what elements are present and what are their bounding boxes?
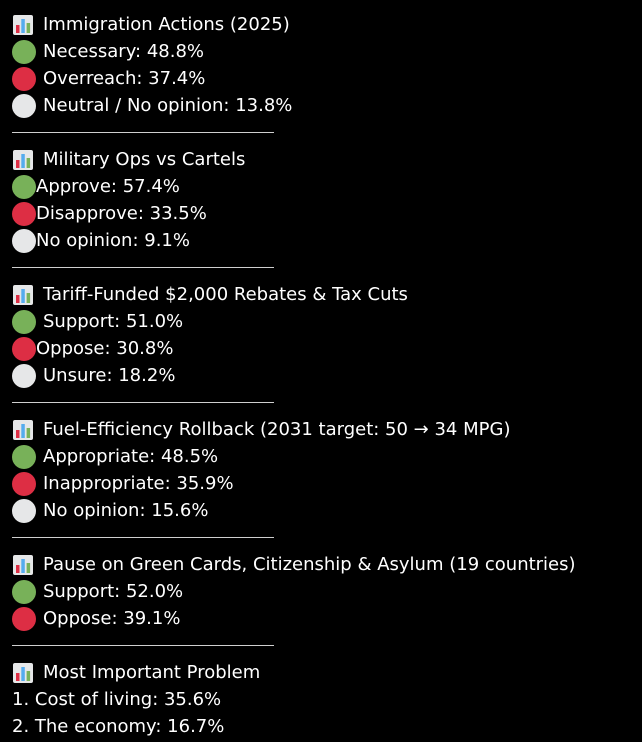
section-divider (12, 132, 274, 133)
poll-item-text: Unsure: 18.2% (43, 365, 176, 386)
poll-item-text: Support: 52.0% (43, 581, 184, 602)
poll-section-military-ops (12, 146, 642, 254)
red-circle-icon (12, 67, 36, 91)
section-divider (12, 402, 274, 403)
section-title: Military Ops vs Cartels (43, 149, 246, 170)
bar-chart-icon (12, 419, 34, 441)
poll-item (12, 605, 642, 632)
poll-section-most-important-problem (12, 659, 642, 740)
section-title: Immigration Actions (2025) (43, 14, 290, 35)
red-circle-icon (12, 202, 36, 226)
section-divider (12, 267, 274, 268)
green-circle-icon (12, 175, 36, 199)
poll-item (12, 470, 642, 497)
section-title: Tariff-Funded $2,000 Rebates & Tax Cuts (43, 284, 408, 305)
poll-item (12, 578, 642, 605)
section-divider (12, 537, 274, 538)
white-circle-icon (12, 229, 36, 253)
poll-item (12, 443, 642, 470)
red-circle-icon (12, 607, 36, 631)
ranked-item-text: 1. Cost of living: 35.6% (12, 689, 222, 710)
poll-section-immigration (12, 11, 642, 119)
poll-item-text: Disapprove: 33.5% (36, 203, 207, 224)
poll-item-text: Support: 51.0% (43, 311, 184, 332)
section-heading (12, 551, 642, 578)
white-circle-icon (12, 499, 36, 523)
bar-chart-icon (12, 149, 34, 171)
bar-chart-icon (12, 662, 34, 684)
poll-item-text: No opinion: 9.1% (36, 230, 190, 251)
red-circle-icon (12, 472, 36, 496)
poll-section-tariff-rebates (12, 281, 642, 389)
green-circle-icon (12, 310, 36, 334)
section-heading (12, 11, 642, 38)
poll-item-text: Appropriate: 48.5% (43, 446, 219, 467)
white-circle-icon (12, 94, 36, 118)
poll-item-text: Neutral / No opinion: 13.8% (43, 95, 293, 116)
poll-section-fuel-efficiency (12, 416, 642, 524)
green-circle-icon (12, 40, 36, 64)
section-divider (12, 645, 274, 646)
green-circle-icon (12, 580, 36, 604)
ranked-item (12, 713, 642, 740)
section-title: Fuel-Efficiency Rollback (2031 target: 50 → 34 MPG) (43, 419, 511, 440)
poll-item-text: Oppose: 39.1% (43, 608, 181, 629)
poll-section-green-cards-pause (12, 551, 642, 632)
bar-chart-icon (12, 14, 34, 36)
section-heading (12, 416, 642, 443)
poll-item (12, 38, 642, 65)
white-circle-icon (12, 364, 36, 388)
poll-item (12, 92, 642, 119)
section-title: Pause on Green Cards, Citizenship & Asylum (19 countries) (43, 554, 576, 575)
poll-item-text: Inappropriate: 35.9% (43, 473, 234, 494)
poll-item (12, 65, 642, 92)
ranked-item-text: 2. The economy: 16.7% (12, 716, 225, 737)
poll-item (12, 173, 642, 200)
section-title: Most Important Problem (43, 662, 261, 683)
poll-item (12, 227, 642, 254)
poll-item-text: Oppose: 30.8% (36, 338, 174, 359)
green-circle-icon (12, 445, 36, 469)
poll-item-text: Necessary: 48.8% (43, 41, 205, 62)
poll-item-text: Overreach: 37.4% (43, 68, 206, 89)
poll-item-text: Approve: 57.4% (36, 176, 180, 197)
poll-item (12, 362, 642, 389)
poll-item (12, 497, 642, 524)
bar-chart-icon (12, 554, 34, 576)
section-heading (12, 281, 642, 308)
bar-chart-icon (12, 284, 34, 306)
poll-item (12, 308, 642, 335)
poll-item-text: No opinion: 15.6% (43, 500, 209, 521)
poll-item (12, 200, 642, 227)
red-circle-icon (12, 337, 36, 361)
poll-item (12, 335, 642, 362)
ranked-item (12, 686, 642, 713)
section-heading (12, 146, 642, 173)
section-heading (12, 659, 642, 686)
